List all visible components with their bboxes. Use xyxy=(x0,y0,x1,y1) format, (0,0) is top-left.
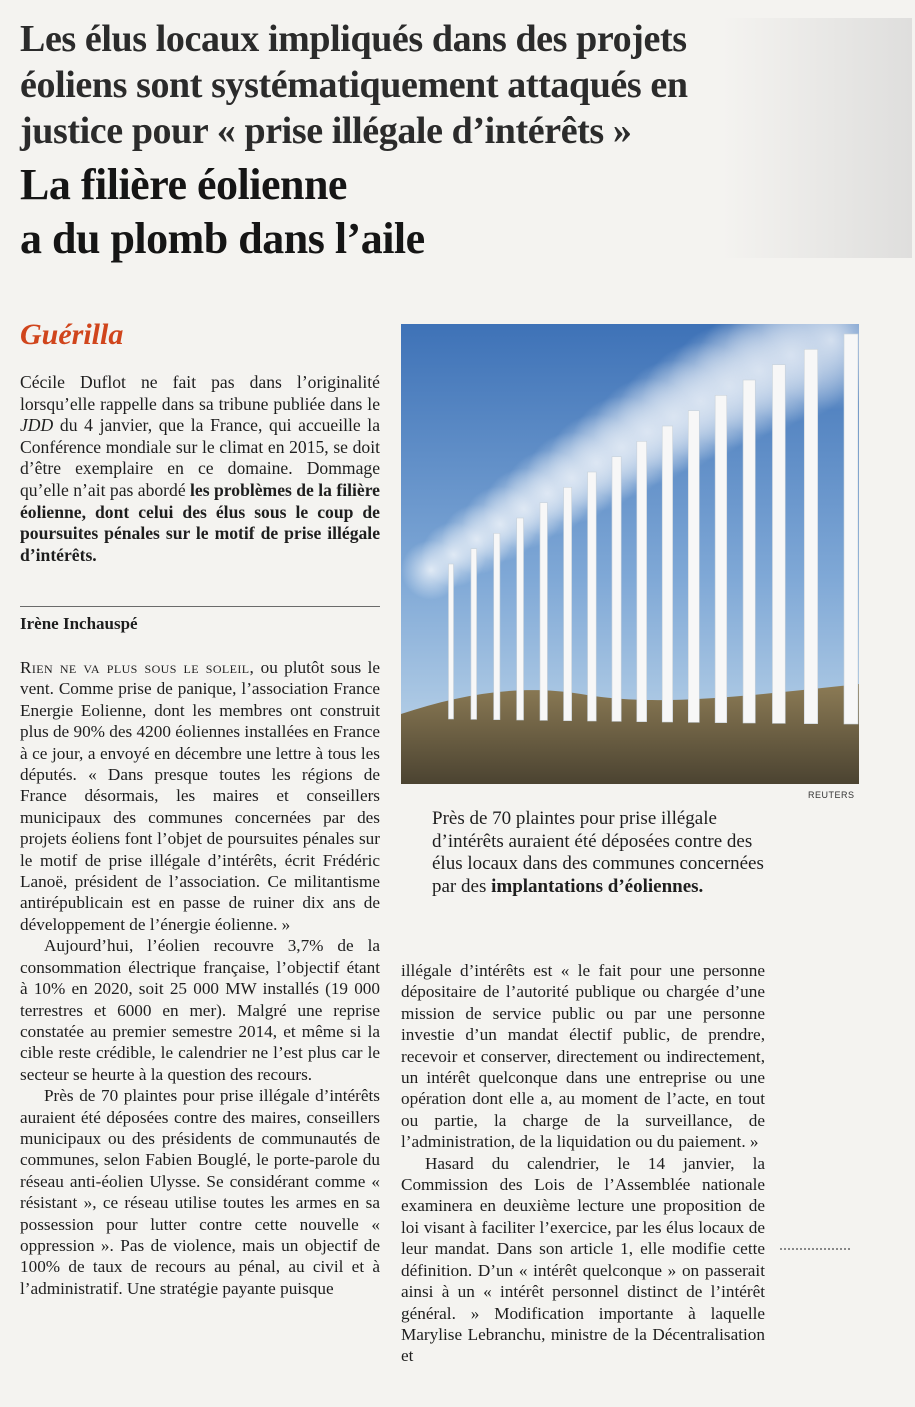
lede-bold: les problèmes de la filière éolienne, dont celui des élus sous le coup de poursuites pénales sur le motif de prise illégale d’intérêts. xyxy=(20,479,380,565)
scan-mark xyxy=(780,1248,850,1250)
body-paragraph-3: Près de 70 plaintes pour prise illégale d’intérêts auraient été déposées contre des maires, conseillers municipaux ou des présidents de communautés de communes, selon Fabien Bouglé, le porte-parole du réseau anti-éolien Ulysse. Se considérant comme « résistant », ce réseau utilise toutes les armes en sa possession pour lutter contre cette nouvelle « oppression ». Pas de violence, mais un objectif de 100% de taux de recours au pénal, au civil et à l’administratif. Une stratégie payante puisque xyxy=(20,1086,380,1298)
turbine-mast xyxy=(772,365,785,724)
turbine-mast xyxy=(637,441,647,721)
turbine-mast xyxy=(494,533,500,719)
headline-line-2: a du plomb dans l’aile xyxy=(20,214,425,263)
article-kicker: Les élus locaux impliqués dans des projets éoliens sont systématiquement attaqués en justice pour « prise illégale d’intérêts » xyxy=(20,18,688,152)
section-label: Guérilla xyxy=(20,318,124,351)
turbine-mast xyxy=(715,395,727,722)
lede-jdd: JDD xyxy=(20,415,54,436)
wind-turbines-photo xyxy=(401,324,859,784)
body-paragraph-1 xyxy=(20,657,380,935)
turbine-mast xyxy=(612,457,621,722)
turbine-mast xyxy=(471,549,477,720)
turbine-mast xyxy=(844,334,858,724)
body-column-1 xyxy=(20,657,380,1299)
article-headline xyxy=(20,158,720,266)
photo-caption xyxy=(432,808,768,898)
turbine-mast xyxy=(743,380,755,723)
dropcaps-lead: Rien ne va plus sous le soleil, xyxy=(20,658,255,677)
body-paragraph-4: illégale d’intérêts est « le fait pour une personne dépositaire de l’autorité publique ou chargée d’une mission de service public ou par une personne investie d’un mandat électif public, de prendre, recevoir et conserver, directement ou indirectement, un intérêt quelconque dans une entreprise ou une opération dont elle a, au moment de l’acte, en tout ou partie, la charge de la surveillance, de l’administration, de la liquidation ou du paiement. » xyxy=(401,961,765,1152)
scan-shadow xyxy=(722,18,912,258)
turbine-mast xyxy=(564,487,572,720)
caption-text: Près de 70 plaintes pour prise illégale d’intérêts auraient été déposées contre des élus locaux dans des communes concernées par des xyxy=(432,808,764,897)
turbine-mast xyxy=(540,503,547,721)
caption-bold: implantations d’éoliennes. xyxy=(491,875,704,897)
turbine-mast xyxy=(804,349,817,723)
photo-credit: REUTERS xyxy=(808,790,855,800)
wind-turbines-illustration xyxy=(401,324,859,784)
byline-rule xyxy=(20,606,380,607)
body-paragraph-5: Hasard du calendrier, le 14 janvier, la Commission des Lois de l’Assemblée nationale examinera en deuxième lecture une proposition de loi visant à faciliter l’exercice, par les élus locaux de leur mandat. Dans son article 1, elle modifie cette définition. D’un « intérêt quelconque » on passerait ainsi à un « intérêt personnel distinct de l’intérêt général. » Modification importante à laquelle Marylise Lebranchu, ministre de la Décentralisation et xyxy=(401,1153,765,1366)
headline-line-1: La filière éolienne xyxy=(20,160,347,209)
byline: Irène Inchauspé xyxy=(20,614,138,633)
turbine-mast xyxy=(588,472,597,721)
turbine-mast xyxy=(517,518,524,720)
turbine-mast xyxy=(688,411,699,723)
lede-text: Cécile Duflot ne fait pas dans l’originalité lorsqu’elle rappelle dans sa tribune publiée dans le xyxy=(20,372,380,414)
body-paragraph-1-text: ou plutôt sous le vent. Comme prise de panique, l’association France Energie Eolienne, dont les membres ont construit plus de 90% des 4200 éoliennes installées en France à ce jour, a envoyé en décembre une lettre à tous les députés. « Dans presque toutes les régions de France désormais, les maires et conseillers municipaux des communes concernées par des projets éoliens font l’objet de poursuites pénales sur le motif de prise illégale d’intérêts, écrit Frédéric Lanoë, président de l’association. Ce militantisme antirépublicain est en passe de ruiner dix ans de développement de l’énergie éolienne. » xyxy=(20,658,381,934)
turbine-mast xyxy=(449,564,454,719)
body-paragraph-2: Aujourd’hui, l’éolien recouvre 3,7% de la consommation électrique française, l’objectif étant à 10% en 2020, soit 25 000 MW installés (19 000 terrestres et 6000 en mer). Malgré une reprise constatée au premier semestre 2014, et même si la cible reste crédible, le calendrier ne l’est plus car le secteur se heurte à la question des recours. xyxy=(20,936,380,1084)
lede-text-2: du 4 janvier, que la France, qui accueille la Conférence mondiale sur le climat en 2015, se doit d’être exemplaire en ce domaine. Dommage qu’elle n’ait pas abordé xyxy=(20,415,381,500)
turbine-mast xyxy=(662,426,672,722)
lede-paragraph xyxy=(20,372,380,566)
body-column-2 xyxy=(401,960,765,1367)
